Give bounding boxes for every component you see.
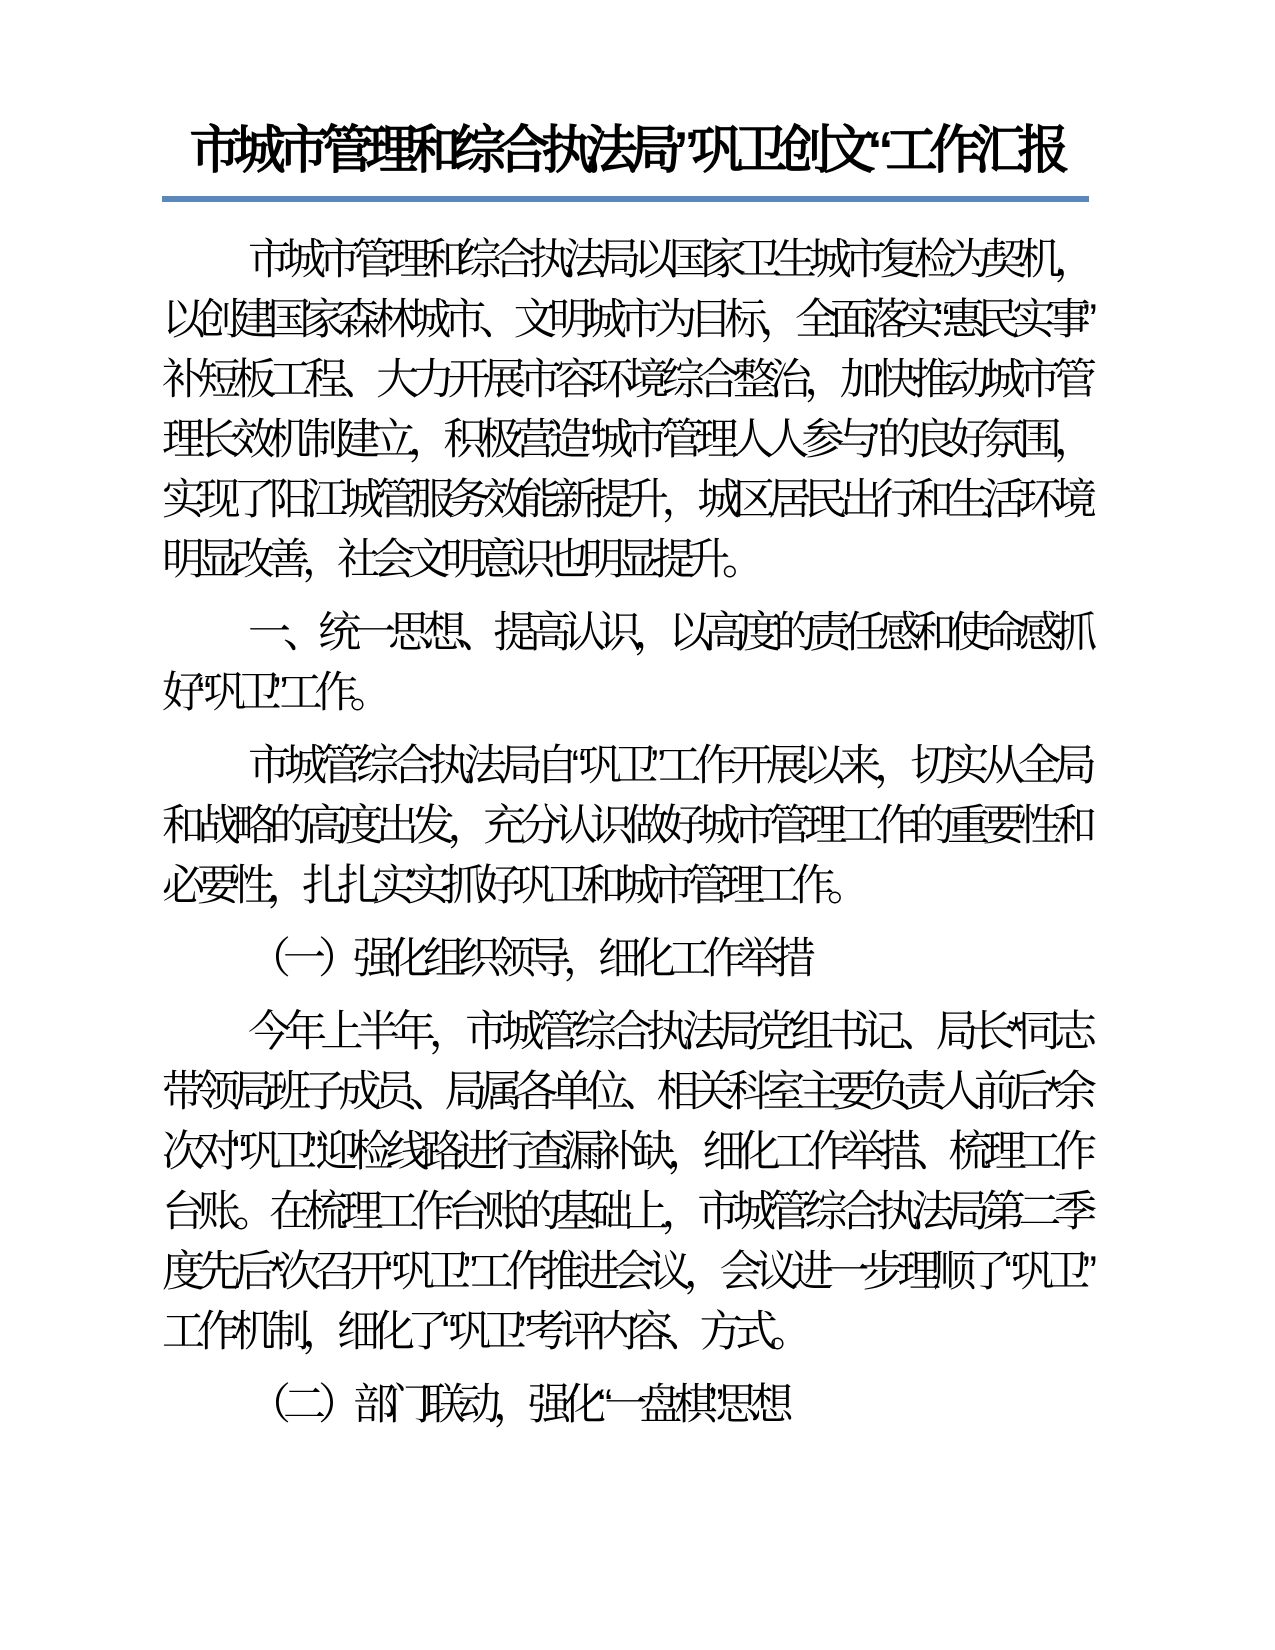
document-paragraph: 市城管综合执法局自“巩卫”工作开展以来，切实从全局和战略的高度出发，充分认识做好城市管理工作的重要性和必要性，扎扎实实抓好巩卫和城市管理工作。: [162, 741, 1089, 910]
document-title: 市城市管理和综合执法局”巩卫创文“工作汇报: [189, 122, 1062, 180]
document-paragraph: 市城市管理和综合执法局以国家卫生城市复检为契机，以创建国家森林城市、文明城市为目标，全面落实“惠民实事”补短板工程、大力开展市容环境综合整治，加快推动城市管理长效机制建立，积极营造“城市管理人人参与”的良好氛围，实现了阳江城管服务效能新提升，城区居民出行和生活环境明显改善，社会文明意识也明显提升。: [162, 235, 1089, 584]
document-body: [162, 230, 1089, 1435]
section-heading: （一）强化组织领导，细化工作举措: [248, 934, 808, 983]
title-underline: [162, 196, 1089, 202]
section-heading: 一、统一思想、提高认识，以高度的责任感和使命感抓好“巩卫”工作。: [162, 608, 1089, 717]
section-heading: （二）部门联动，强化“一盘棋”思想: [248, 1380, 786, 1429]
document-paragraph: 今年上半年，市城管综合执法局党组书记、局长*同志带领局班子成员、局属各单位、相关科室主要负责人前后*余次对“巩卫”迎检线路进行查漏补缺，细化工作举措、梳理工作台账。在梳理工作台账的基础上，市城管综合执法局第二季度先后*次召开“巩卫”工作推进会议，会议进一步理顺了“巩卫”工作机制，细化了“巩卫”考评内容、方式。: [162, 1007, 1089, 1356]
